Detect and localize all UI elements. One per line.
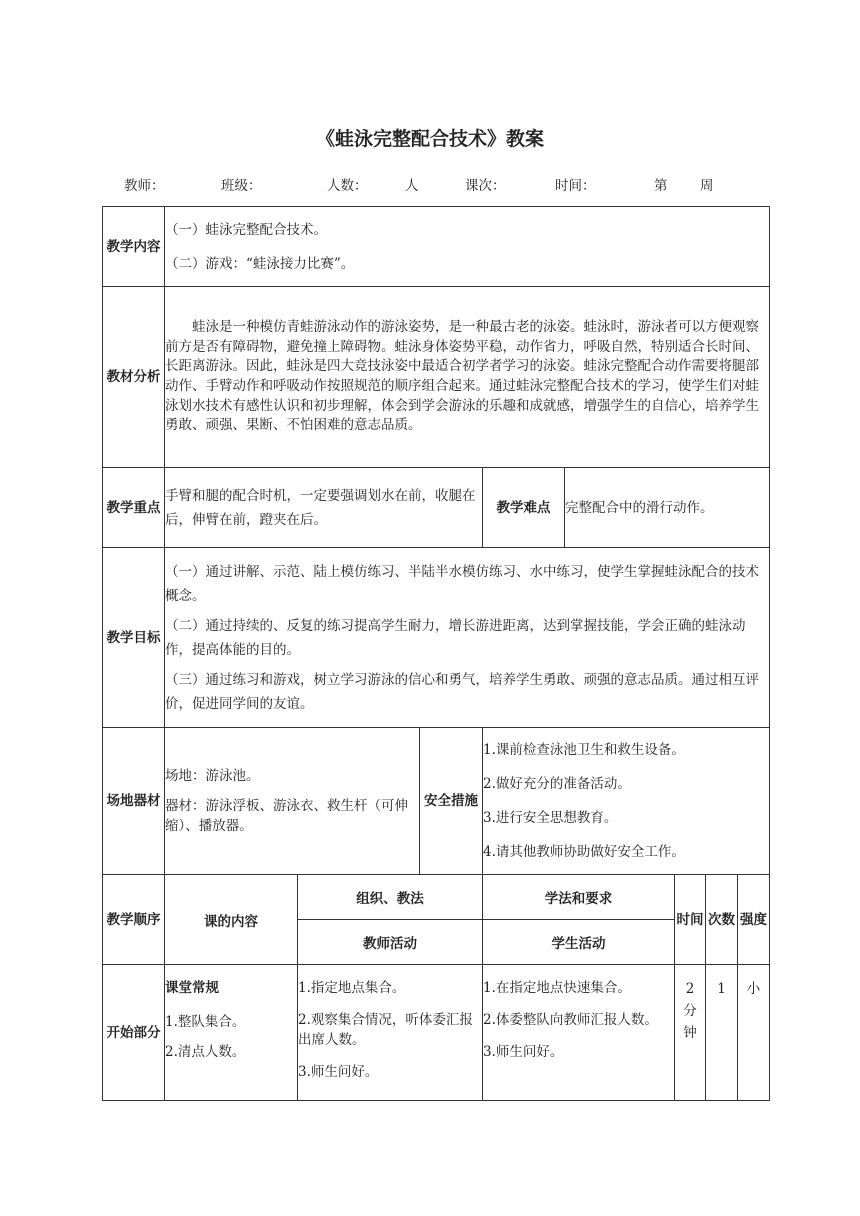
method-header: 学法和要求 [483,875,675,920]
key-row [103,468,770,548]
content-row [103,207,770,287]
time-header: 时间 [675,875,706,965]
key-label: 教学重点 [103,468,165,548]
header-row [103,875,770,920]
teacher-activity-cell [298,965,483,1101]
analysis-cell [165,287,770,468]
start-content-item: 1.整队集合。 [165,1014,246,1030]
order-header: 教学顺序 [103,875,165,965]
start-content-title: 课堂常规 [165,980,219,996]
key-text: 手臂和腿的配合时机，一定要强调划水在前，收腿在后，伸臂在前，蹬夹在后。 [165,487,476,528]
goals-row [103,548,770,728]
person-unit: 人 [405,178,419,194]
teacher-activity-item: 3.师生问好。 [298,1064,379,1080]
analysis-label: 教材分析 [103,287,165,468]
lesson-plan-table [102,206,770,1101]
goal-item: （二）通过持续的、反复的练习提高学生耐力，增长游进距离，达到掌握技能，学会正确的蛙泳动作，提高体能的目的。 [165,617,746,658]
time-label: 时间： [555,178,596,194]
goal-item: （三）通过练习和游戏，树立学习游泳的信心和勇气，培养学生勇敢、顽强的意志品质。通过相互评价，促进同学间的友谊。 [165,671,759,712]
student-activity-item: 3.师生问好。 [483,1044,564,1060]
difficulty-text: 完整配合中的滑行动作。 [565,499,714,516]
start-row [103,965,770,1101]
safety-item: 4.请其他教师协助做好安全工作。 [483,844,685,860]
start-content-cell [165,965,298,1101]
analysis-row [103,287,770,468]
teacher-activity-item: 1.指定地点集合。 [298,980,406,996]
start-label: 开始部分 [103,965,165,1101]
safety-cell [483,728,770,875]
teacher-activity-header: 教师活动 [298,920,483,965]
start-times: 1 [706,965,738,1101]
teacher-label: 教师： [124,178,165,194]
student-activity-cell [483,965,675,1101]
goals-cell [165,548,770,728]
safety-label: 安全措施 [420,728,483,875]
venue-label: 场地器材 [103,728,165,875]
week-label: 周 [700,178,714,194]
student-activity-item: 2.体委整队向教师汇报人数。 [483,1012,658,1028]
organization-header: 组织、教法 [298,875,483,920]
start-time: 2分钟 [675,965,706,1101]
times-header: 次数 [706,875,738,965]
safety-item: 2.做好充分的准备活动。 [483,776,631,792]
content-label: 教学内容 [103,207,165,287]
start-intensity: 小 [738,965,770,1101]
lesson-label: 课次： [465,178,506,194]
safety-item: 3.进行安全思想教育。 [483,810,618,826]
document-title: 《蛙泳完整配合技术》教案 [315,128,544,150]
content-cell [165,207,770,287]
content-item: （一）蛙泳完整配合技术。 [165,221,327,238]
start-content-item: 2.清点人数。 [165,1044,246,1060]
student-activity-item: 1.在指定地点快速集合。 [483,980,631,996]
safety-item: 1.课前检查泳池卫生和救生设备。 [483,742,685,758]
venue-row [103,728,770,875]
analysis-text: 蛙泳是一种模仿青蛙游泳动作的游泳姿势，是一种最古老的泳姿。蛙泳时，游泳者可以方便观察前方是否有障碍物，避免撞上障碍物。蛙泳身体姿势平稳，动作省力，呼吸自然，特别适合长时间、长距离游泳。因此，蛙泳是四大竞技泳姿中最适合初学者学习的泳姿。蛙泳完整配合动作需要将腿部动作、手臂动作和呼吸动作按照规范的顺序组合起来。通过蛙泳完整配合技术的学习，使学生们对蛙泳划水技术有感性认识和初步理解，体会到学会游泳的乐趣和成就感，增强学生的自信心，培养学生勇敢、顽强、果断、不怕困难的意志品质。 [165,319,759,434]
site-text: 场地：游泳池。 [165,768,260,784]
student-activity-header: 学生活动 [483,920,675,965]
goal-item: （一）通过讲解、示范、陆上模仿练习、半陆半水模仿练习、水中练习，使学生掌握蛙泳配合的技术概念。 [165,563,759,604]
teacher-activity-item: 2.观察集合情况，听体委汇报出席人数。 [298,1012,473,1048]
content-item: （二）游戏：“蛙泳接力比赛”。 [165,255,355,272]
key-cell [165,468,483,548]
week-prefix: 第 [654,178,668,194]
class-label: 班级： [221,178,262,194]
difficulty-label: 教学难点 [483,468,565,548]
difficulty-cell [565,468,770,548]
count-label: 人数： [327,178,368,194]
intensity-header: 强度 [738,875,770,965]
equipment-text: 器材：游泳浮板、游泳衣、救生杆（可伸缩）、播放器。 [165,798,408,834]
goals-label: 教学目标 [103,548,165,728]
venue-cell [165,728,420,875]
content-header: 课的内容 [165,875,298,965]
